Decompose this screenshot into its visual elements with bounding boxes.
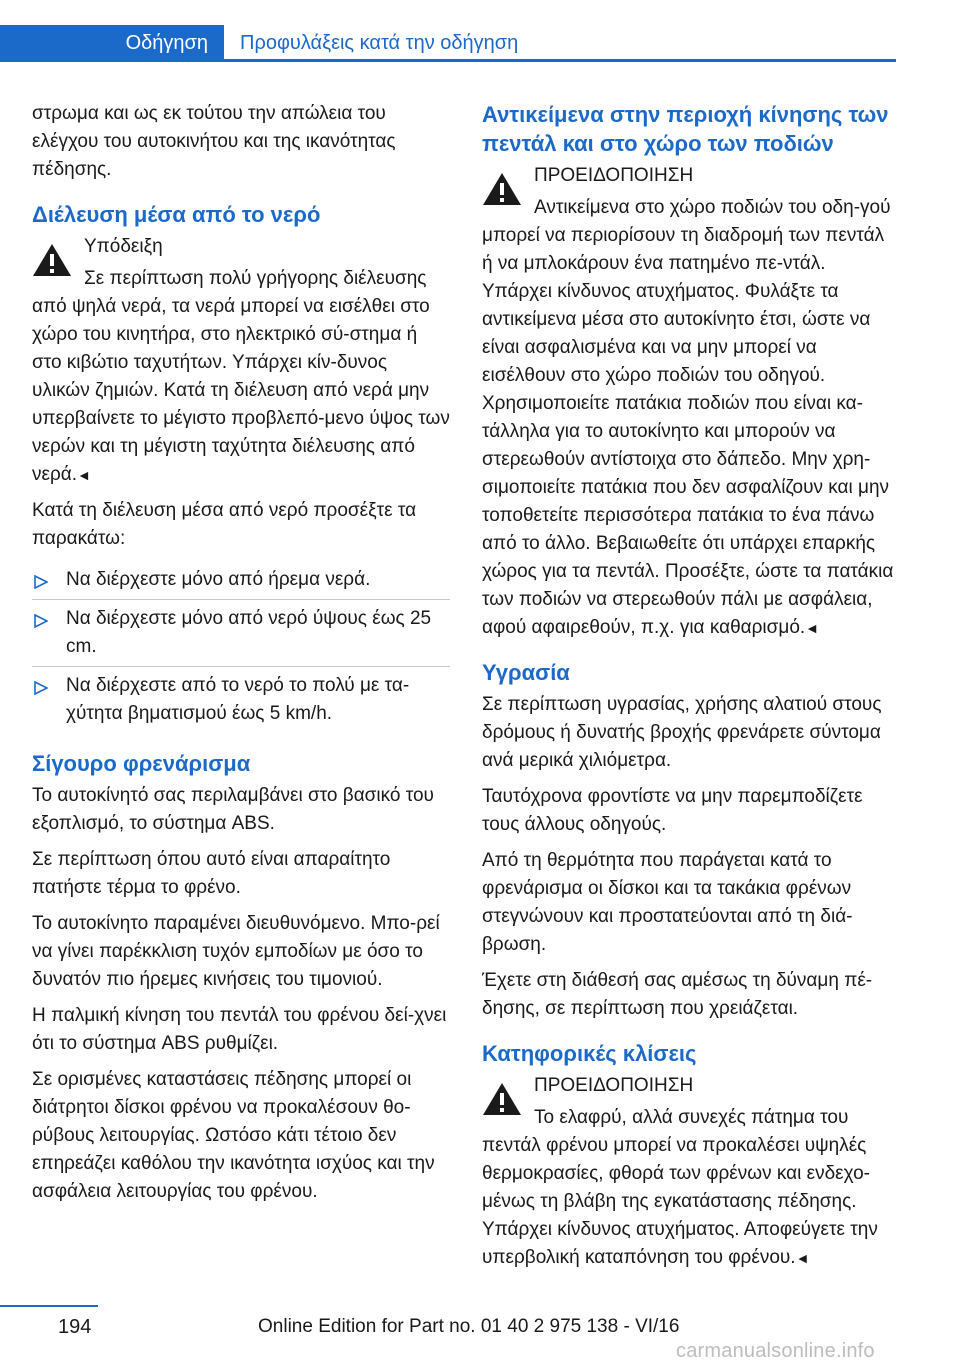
paragraph-abs: Το αυτοκίνητό σας περιλαμβάνει στο βασικό του εξοπλισμό, το σύστημα ABS.: [32, 785, 434, 834]
paragraph-moisture-3: Από τη θερμότητα που παράγεται κατά το φρενάρισμα οι δίσκοι και τα τακάκια φρένων στεγνώνουν και προστατεύονται από τη διά-βρωση.: [482, 850, 853, 955]
warning-body: Αντικείμενα στο χώρο ποδιών του οδη-γού μπορεί να περιορίσουν τη διαδρομή των πεντάλ ή να μπλοκάρουν ένα πατημένο πε-ντάλ. Υπάρχει κίνδυνος ατυχήματος. Φυλάξτε τα αντικείμενα μέσα στο αυτοκίνητο έτσι, ώστε να είναι ασφαλισμένα και να μην μπορεί να εισέλθουν στο χώρο ποδιών του οδηγού. Χρησιμοποιείτε πατάκια ποδιών που είναι κα-τάλληλα για το αυτοκίνητο και μπορούν να στερεωθούν αντίστοιχα στο δάπεδο. Μην χρη-σιμοποιείτε πατάκια που δεν ασφαλίζουν και μην τοποθετείτε περισσότερα πατάκια το ένα πάνω από το άλλο. Βεβαιωθείτε ότι υπάρχει επαρκής χώρος για τα πεντάλ. Προσέξτε, ώστε τα πατάκια των ποδιών να στερεωθούν πάλι με ασφάλεια, αφού αφαιρεθούν, π.χ. για καθαρισμό.◄: [482, 197, 894, 638]
warning-slopes: [482, 1072, 896, 1272]
edition-text: Online Edition for Part no. 01 40 2 975 138 - VI/16: [258, 1316, 680, 1337]
warning-title: ΠΡΟΕΙΔΟΠΟΙΗΣΗ: [534, 165, 694, 186]
warning-triangle-icon: [482, 172, 522, 206]
warning-triangle-icon: [482, 1082, 522, 1116]
triangle-right-icon: [34, 575, 48, 589]
heading-water-crossing: Διέλευση μέσα από το νερό: [32, 202, 321, 227]
notice-water: [32, 233, 450, 489]
triangle-right-icon: [34, 614, 48, 628]
warning-body: Το ελαφρύ, αλλά συνεχές πάτημα του πεντάλ φρένου μπορεί να προκαλέσει υψηλές θερμοκρασίες, φθορά των φρένων και ενδεχο-μένως τη βλάβη της εγκατάστασης πέδησης. Υπάρχει κίνδυνος ατυχήματος. Αποφεύγετε την υπερβολική καταπόνηση του φρένου.◄: [482, 1107, 878, 1268]
paragraph-pulsing: Η παλμική κίνηση του πεντάλ του φρένου δεί-χνει ότι το σύστημα ABS ρυθμίζει.: [32, 1005, 447, 1054]
warning-triangle-icon: [32, 243, 72, 277]
heading-slopes: Κατηφορικές κλίσεις: [482, 1041, 697, 1066]
paragraph-moisture-1: Σε περίπτωση υγρασίας, χρήσης αλατιού στους δρόμους ή δυνατής βροχής φρενάρετε σύντομα ανά μερικά χιλιόμετρα.: [482, 694, 882, 771]
left-column: [32, 100, 450, 1214]
heading-safe-braking: Σίγουρο φρενάρισμα: [32, 751, 251, 776]
paragraph-continued: στρωμα και ως εκ τούτου την απώλεια του ελέγχου του αυτοκινήτου και της ικανότητας πέδησης.: [32, 103, 396, 180]
paragraph-disc-noise: Σε ορισμένες καταστάσεις πέδησης μπορεί οι διάτρητοι δίσκοι φρένου να προκαλέσουν θο-ρύβους λειτουργίας. Ωστόσο κάτι τέτοιο δεν επηρεάζει καθόλου την ικανότητα ισχύος και την ασφάλεια λειτουργίας του φρένου.: [32, 1069, 435, 1202]
chapter-tab[interactable]: Οδήγηση: [0, 25, 224, 62]
list-item: Να διέρχεστε μόνο από νερό ύψους έως 25 cm.: [32, 600, 450, 667]
warning-footwell: [482, 162, 896, 642]
paragraph-steering: Το αυτοκίνητο παραμένει διευθυνόμενο. Μπο-ρεί να γίνει παρέκκλιση τυχόν εμποδίων με όσο το δυνατόν πιο ήρεμες κινήσεις του τιμονιού.: [32, 913, 440, 990]
header-divider: [224, 59, 896, 62]
heading-moisture: Υγρασία: [482, 660, 570, 685]
footer-divider: [0, 1305, 98, 1307]
triangle-right-icon: [34, 681, 48, 695]
end-mark-icon: ◄: [795, 1250, 810, 1266]
page-header: [0, 0, 960, 62]
paragraph-moisture-2: Ταυτόχρονα φροντίστε να μην παρεμποδίζετε τους άλλους οδηγούς.: [482, 786, 863, 835]
notice-title: Υπόδειξη: [84, 236, 163, 257]
section-title[interactable]: Προφυλάξεις κατά την οδήγηση: [240, 32, 519, 54]
paragraph-full-brake: Σε περίπτωση όπου αυτό είναι απαραίτητο πατήστε τέρμα το φρένο.: [32, 849, 391, 898]
page-number: 194: [58, 1316, 92, 1338]
end-mark-icon: ◄: [77, 467, 91, 483]
watermark: carmanualsonline.info: [676, 1340, 875, 1362]
paragraph-water-intro: Κατά τη διέλευση μέσα από νερό προσέξτε τα παρακάτω:: [32, 500, 417, 549]
list-item: Να διέρχεστε από το νερό το πολύ με τα-χύτητα βηματισμού έως 5 km/h.: [32, 667, 450, 733]
right-column: [482, 100, 896, 1280]
paragraph-moisture-4: Έχετε στη διάθεσή σας αμέσως τη δύναμη πέ-δησης, σε περίπτωση που χρειάζεται.: [482, 970, 873, 1019]
end-mark-icon: ◄: [805, 620, 820, 636]
warning-title: ΠΡΟΕΙΔΟΠΟΙΗΣΗ: [534, 1075, 694, 1096]
water-bullet-list: [32, 561, 450, 733]
heading-footwell-objects: Αντικείμενα στην περιοχή κίνησης των πεντάλ και στο χώρο των ποδιών: [482, 102, 889, 156]
list-item: Να διέρχεστε μόνο από ήρεμα νερά.: [32, 561, 450, 600]
notice-body: Σε περίπτωση πολύ γρήγορης διέλευσης από ψηλά νερά, τα νερά μπορεί να εισέλθει στο χώρο του κινητήρα, στο ηλεκτρικό σύ-στημα ή στο κιβώτιο ταχυτήτων. Υπάρχει κίν-δυνος υλικών ζημιών. Κατά τη διέλευση από νερά μην υπερβαίνετε το μέγιστο προβλεπό-μενο ύψος των νερών και τη μέγιστη ταχύτητα διέλευσης από νερά.◄: [32, 268, 450, 485]
